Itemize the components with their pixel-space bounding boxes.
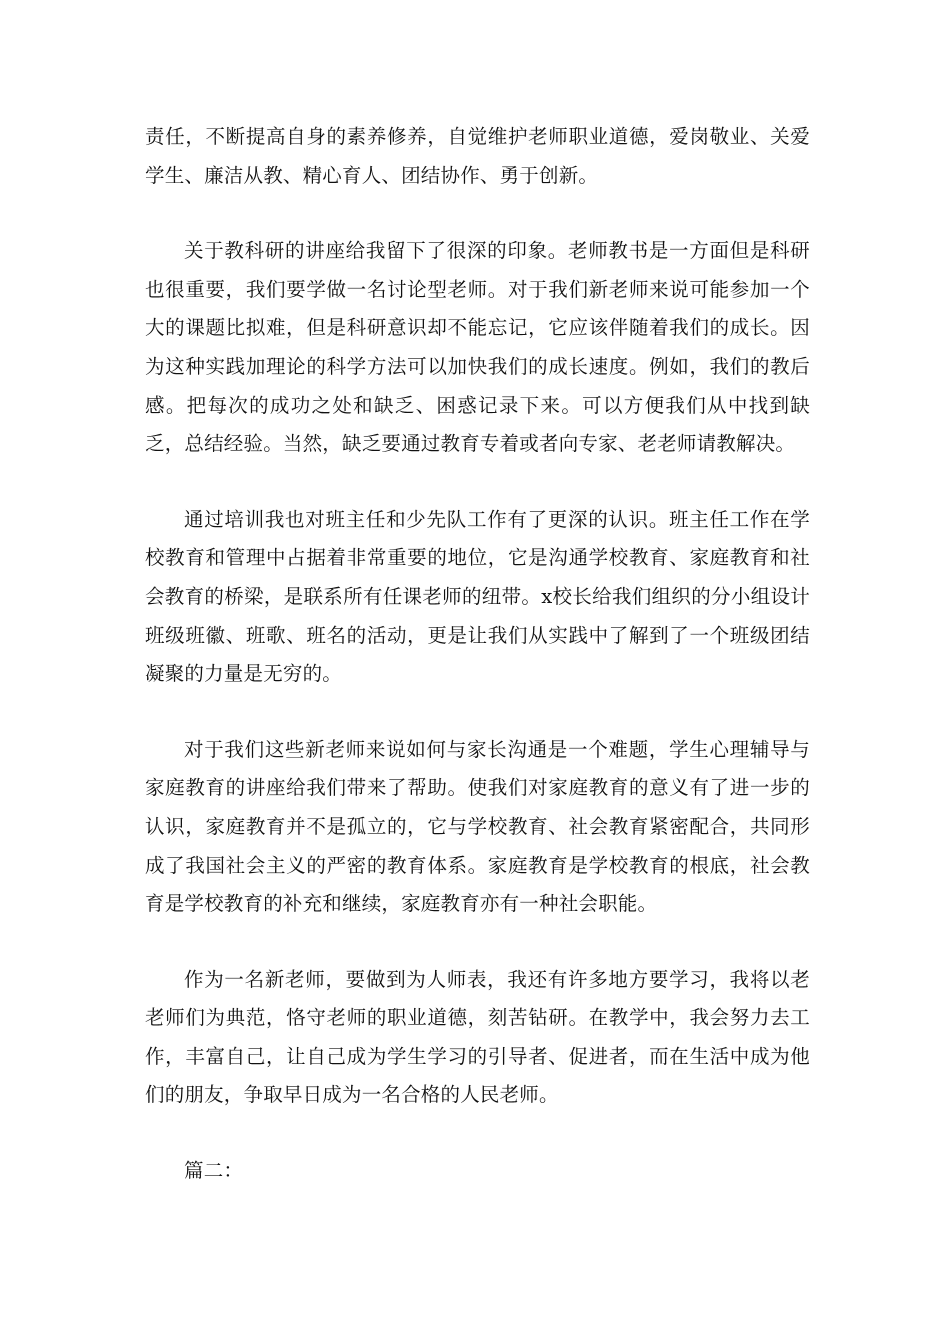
document-body: [145, 118, 810, 1191]
section-heading: 篇二：: [184, 1159, 244, 1183]
paragraph-continuation: 责任，不断提高自身的素养修养，自觉维护老师职业道德，爱岗敬业、关爱学生、廉洁从教、精心育人、团结协作、勇于创新。: [145, 125, 810, 187]
paragraph-research-lecture: 关于教科研的讲座给我留下了很深的印象。老师教书是一方面但是科研也很重要，我们要学做一名讨论型老师。对于我们新老师来说可能参加一个大的课题比拟难，但是科研意识却不能忘记，它应该伴随着我们的成长。因为这种实践加理论的科学方法可以加快我们的成长速度。例如，我们的教后感。把每次的成功之处和缺乏、困惑记录下来。可以方便我们从中找到缺乏，总结经验。当然，缺乏要通过教育专着或者向专家、老老师请教解决。: [145, 239, 810, 456]
paragraph-family-education: 对于我们这些新老师来说如何与家长沟通是一个难题，学生心理辅导与家庭教育的讲座给我们带来了帮助。使我们对家庭教育的意义有了进一步的认识，家庭教育并不是孤立的，它与学校教育、社会教育紧密配合，共同形成了我国社会主义的严密的教育体系。家庭教育是学校教育的根底，社会教育是学校教育的补充和继续，家庭教育亦有一种社会职能。: [145, 737, 810, 916]
paragraph-new-teacher-goals: 作为一名新老师，要做到为人师表，我还有许多地方要学习，我将以老老师们为典范，恪守老师的职业道德，刻苦钻研。在教学中，我会努力去工作，丰富自己，让自己成为学生学习的引导者、促进者，而在生活中成为他们的朋友，争取早日成为一名合格的人民老师。: [145, 967, 810, 1107]
paragraph-class-teacher: 通过培训我也对班主任和少先队工作有了更深的认识。班主任工作在学校教育和管理中占据着非常重要的地位，它是沟通学校教育、家庭教育和社会教育的桥梁，是联系所有任课老师的纽带。x校长给我们组织的分小组设计班级班徽、班歌、班名的活动，更是让我们从实践中了解到了一个班级团结凝聚的力量是无穷的。: [145, 507, 810, 686]
